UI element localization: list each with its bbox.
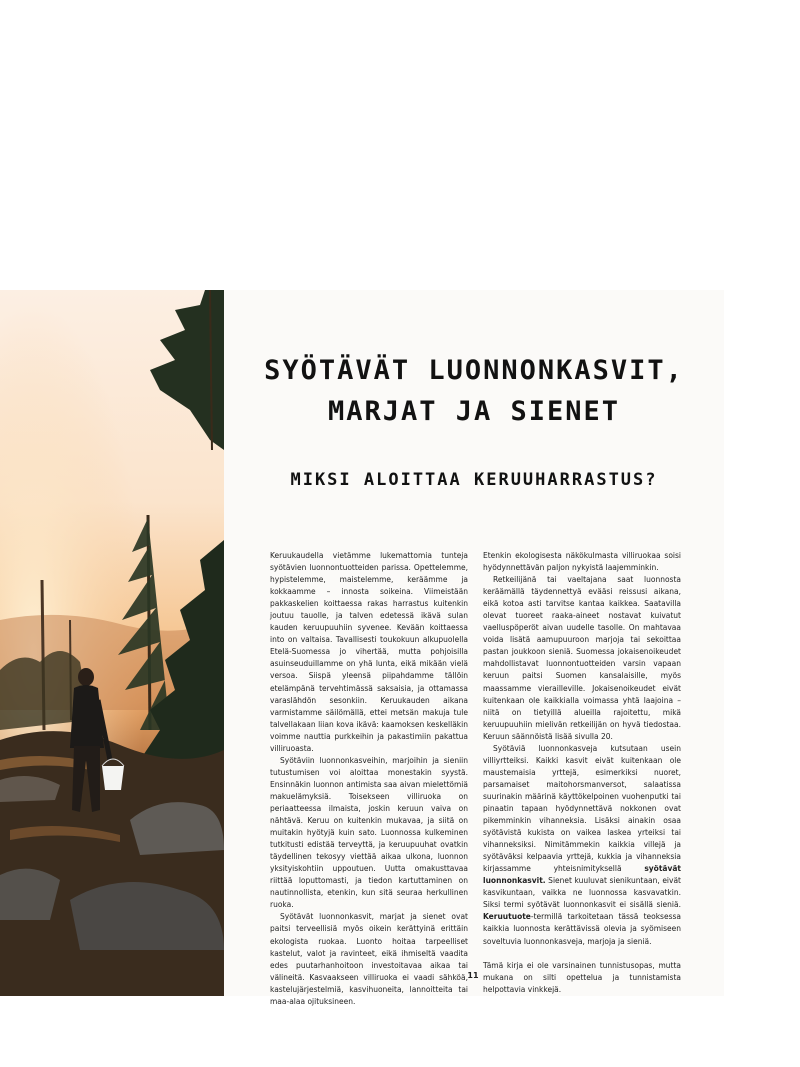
bold-term: Keruutuote: [483, 912, 531, 922]
page-title: [224, 350, 724, 432]
text-run: Syötäviä luonnonkasveja kutsutaan usein villiyrtteiksi. Kaikki kasvit eivät kuitenkaan ole maustemaisia yrttejä, esimerkiksi nuoret, parsamaiset maitohorsmanversot, salaatissa suurinakin määrinä käyttökelpoinen vuohenputki tai pinaatin tapaan hyödynnettävä nokkonen ovat pikemminkin vihanneksia. Lisäksi ainakin osaa syötävistä kukista on vaikea laskea yrteiksi tai vihanneksiksi. Nimitämmekin kaikkia villejä ja syötäväksi kelpaavia yrttejä, kukkia ja vihanneksia kirjassamme yhteisnimityksellä: [483, 743, 681, 874]
section-heading: MIKSI ALOITTAA KERUUHARRASTUS?: [290, 470, 658, 490]
paragraph: Etenkin ekologisesta näkökulmasta villiruokaa soisi hyödynnettävän paljon nykyistä laajemminkin.: [483, 551, 681, 573]
text-run: Sienet kuuluvat sienikuntaan, eivät kasvikuntaan, vaikka ne luonnossa kasvavatkin. Siksi termi syötävät luonnonkasvit ei sisällä sieniä.: [483, 876, 681, 910]
forest-photo-icon: [0, 290, 224, 996]
page-number: 11: [467, 971, 479, 980]
paragraph: Keruukaudella vietämme lukemattomia tunteja syötävien luonnontuotteiden parissa. Opettelemme, hypistelemme, maistelemme, keräämme ja kokkaamme – innosta soikeina. Viimeistään pakkaskelien koittaessa rakas harrastus kuitenkin joutuu tauolle, ja talven edetessä ikävä sulan kauden keruupuuhiin syvenee. Kevään koittaessa into on valtaisa. Tavallisesti toukokuun alkupuolella Etelä-Suomessa jo vihertää, mutta pohjoisilla asuinseuduillamme on yhä lunta, eikä mikään vielä versoa. Siispä yleensä piipahdamme tällöin etelämpänä tervehtimässä saksaisia, ja ottamassa varaslähdön sesonkiin. Keruukauden aikana varmistamme säilömällä, ettei metsän makuja tule talvellakaan liian kova ikävä: kaamoksen keskelläkin voimme nauttia purkkeihin ja pakastimiin pakattua villiruoasta.: [270, 551, 468, 753]
page-title-line-2: MARJAT JA SIENET: [327, 396, 621, 427]
page-title-line-1: SYÖTÄVÄT LUONNONKASVIT,: [264, 355, 684, 386]
bold-term: syötävät luonnonkasvit.: [483, 864, 681, 886]
paragraph: Retkeilijänä tai vaeltajana saat luonnosta keräämällä täydennettyä evääsi reissusi aikana, eikä kotoa asti tarvitse kantaa kaikkea. Saatavilla olevat tuoreet raaka-aineet nostavat kuivatut vaelluspöperöt aivan uudelle tasolle. On mahtavaa voida lisätä aamupuuroon marjoja tai sekoittaa pastan joukkoon sieniä. Suomessa jokaisenoikeudet mahdollistavat luonnontuotteiden varsin vapaan keruun paitsi Suomen kansalaisille, myös maassamme vierailleville. Jokaisenoikeudet eivät kuitenkaan ole kaikkialla voimassa yhtä laajoina – niitä on tietyillä alueilla rajoitettu, mikä keruupuuhiin mielivän retkeilijän on hyvä tiedostaa. Keruun säännöistä lisää sivulla 20.: [483, 575, 681, 741]
text-run: -termillä tarkoitetaan tässä teoksessa kaikkia luonnosta kerättävissä olevia ja syömiseen soveltuvia luonnonkasveja, marjoja ja sieniä.: [483, 912, 681, 946]
paragraph: Tämä kirja ei ole varsinainen tunnistusopas, mutta mukana on silti opettelua ja tunnistamista helpottavia vinkkejä.: [483, 960, 681, 994]
paragraph: Syötäviin luonnonkasveihin, marjoihin ja sieniin tutustumisen voi aloittaa monestakin syystä. Ensinnäkin luonnon antimista saa aivan mielettömiä makuelämyksiä. Toisekseen villiruoka on periaatteessa ilmaista, joskin keruun vaiva on nähtävä. Keruu on kuitenkin mukavaa, ja siitä on muitakin hyötyjä kuin sato. Luonnossa kulkeminen tutkitusti edistää terveyttä, ja keruupuuhat ovatkin täydellinen tekosyy viettää aikaa ulkona, luonnon yksityiskohtiin uppoutuen. Uutta omakusttavaa riittää loputtomasti, ja tiedon kartuttaminen on nautinnollista, etenkin, kun sitä seuraa herkullinen ruoka.: [270, 755, 468, 910]
paragraph: [483, 743, 681, 948]
paragraph: Syötävät luonnonkasvit, marjat ja sienet ovat paitsi terveellisiä myös oikein kerättyinä erittäin ekologista ruokaa. Luonto hoitaa tarpeelliset kastelut, valot ja ravinteet, eikä ihmiseltä vaadita edes puutarhanhoitoon investoitavaa aikaa tai välineitä. Kasvaakseen villiruoka ei vaadi sähköä, kastelujärjestelmiä, kasvihuoneita, lannoitteita tai maa-alaa ojituksineen.: [270, 912, 468, 1006]
text-column-right: [483, 550, 681, 996]
book-page: [0, 290, 724, 1006]
forest-photo: [0, 290, 224, 996]
text-column-left: [270, 550, 468, 1008]
